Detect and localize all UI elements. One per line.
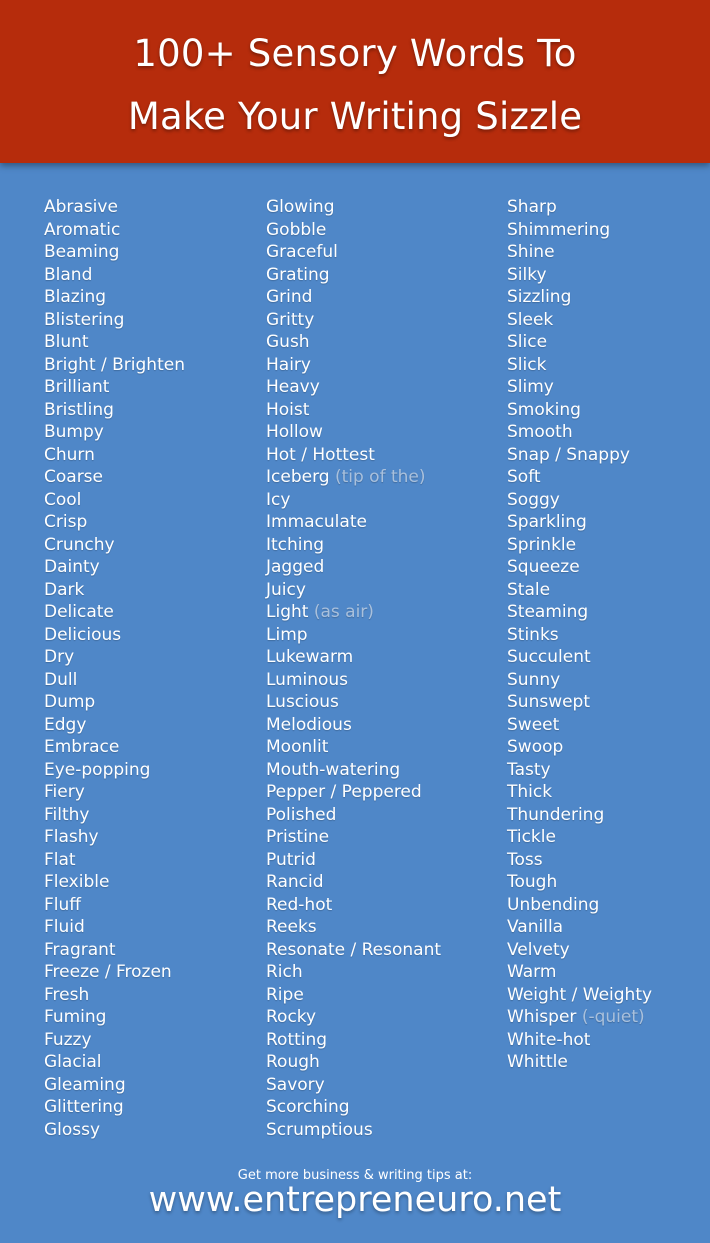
word-item [507, 534, 652, 557]
word-text: Churn [44, 444, 95, 465]
word-item [266, 264, 441, 287]
word-item [266, 421, 441, 444]
word-item [266, 894, 441, 917]
word-note: (tip of the) [334, 467, 426, 487]
word-text: Soft [507, 467, 541, 487]
word-item [507, 646, 652, 669]
word-item [44, 331, 185, 354]
word-item [507, 399, 652, 422]
word-text: Iceberg [266, 467, 330, 487]
word-text: Flat [44, 849, 76, 870]
footer-url-link[interactable]: www.entrepreneuro.net [148, 1180, 562, 1220]
word-item [266, 826, 441, 849]
word-item [44, 849, 185, 872]
word-item [44, 601, 185, 624]
word-item [266, 691, 441, 714]
word-item [507, 1051, 652, 1074]
word-item [266, 241, 441, 264]
word-text: Hot / Hottest [266, 444, 375, 465]
word-text: Bright / Brighten [44, 354, 185, 375]
word-item [44, 826, 185, 849]
word-text: Gobble [266, 219, 327, 240]
word-item [44, 556, 185, 579]
word-text: Beaming [44, 242, 120, 262]
word-item [266, 804, 441, 827]
word-item [44, 759, 185, 782]
word-text: Eye-popping [44, 759, 151, 780]
word-text: Heavy [266, 377, 320, 397]
word-text: Melodious [266, 714, 352, 735]
word-text: Shine [507, 242, 555, 262]
word-item [266, 601, 441, 624]
word-item [44, 1051, 185, 1074]
word-item [507, 736, 652, 759]
word-text: Scorching [266, 1097, 350, 1117]
word-text: Grind [266, 287, 313, 307]
word-text: Sweet [507, 714, 560, 735]
word-item [44, 534, 185, 557]
word-item [44, 1119, 185, 1142]
word-text: Bland [44, 264, 93, 285]
word-item [507, 894, 652, 917]
word-text: Pepper / Peppered [266, 782, 422, 802]
word-item [266, 309, 441, 332]
word-text: Mouth-watering [266, 759, 401, 780]
word-text: Vanilla [507, 917, 564, 937]
word-text: Limp [266, 624, 308, 645]
word-text: Succulent [507, 647, 591, 667]
word-text: Putrid [266, 849, 316, 870]
word-item [44, 399, 185, 422]
word-text: Stinks [507, 624, 559, 645]
word-text: Brilliant [44, 377, 110, 397]
word-item [44, 916, 185, 939]
word-text: Dump [44, 692, 96, 712]
word-item [266, 1119, 441, 1142]
word-item [266, 331, 441, 354]
word-text: Gritty [266, 309, 315, 330]
word-text: Cool [44, 489, 82, 510]
word-text: Fuming [44, 1007, 107, 1027]
word-text: Icy [266, 489, 291, 510]
word-item [44, 871, 185, 894]
word-item [44, 669, 185, 692]
word-item [44, 511, 185, 534]
word-item [507, 759, 652, 782]
word-item [44, 781, 185, 804]
title-banner [0, 0, 710, 163]
word-text: Abrasive [44, 197, 118, 217]
word-text: Juicy [266, 579, 306, 600]
word-item [266, 714, 441, 737]
word-item [507, 984, 652, 1007]
word-note: (as air) [313, 602, 374, 622]
word-text: Sizzling [507, 287, 572, 307]
word-text: Fiery [44, 782, 85, 802]
word-item [507, 939, 652, 962]
word-text: Slick [507, 354, 547, 375]
word-text: Fragrant [44, 939, 116, 960]
word-item [507, 331, 652, 354]
word-item [266, 781, 441, 804]
word-item [507, 241, 652, 264]
word-text: Coarse [44, 467, 103, 487]
word-item [44, 489, 185, 512]
word-text: Glittering [44, 1097, 124, 1117]
word-text: Fresh [44, 984, 90, 1005]
word-text: Toss [507, 849, 543, 870]
word-text: Weight / Weighty [507, 984, 653, 1005]
word-text: Fluff [44, 894, 81, 915]
word-text: Dry [44, 647, 75, 667]
word-item [266, 444, 441, 467]
word-item [44, 354, 185, 377]
word-text: Glacial [44, 1052, 102, 1072]
word-item [44, 736, 185, 759]
word-text: Glossy [44, 1119, 101, 1140]
word-item [507, 421, 652, 444]
word-item [44, 241, 185, 264]
word-text: Jagged [266, 557, 325, 577]
word-column-2 [266, 196, 441, 1141]
word-text: Grating [266, 264, 330, 285]
word-text: Hollow [266, 422, 323, 442]
word-item [507, 961, 652, 984]
word-item [44, 309, 185, 332]
word-text: Reeks [266, 917, 317, 937]
word-text: Fluid [44, 917, 85, 937]
word-text: Blunt [44, 332, 89, 352]
word-item [44, 804, 185, 827]
word-text: Luscious [266, 692, 339, 712]
word-text: Thick [507, 782, 553, 802]
word-item [266, 984, 441, 1007]
word-text: Steaming [507, 602, 589, 622]
word-item [266, 916, 441, 939]
footer-tip: Get more business & writing tips at: [237, 1168, 473, 1183]
word-item [44, 714, 185, 737]
word-item [44, 1074, 185, 1097]
word-item [507, 624, 652, 647]
word-text: Delicate [44, 602, 114, 622]
word-item [507, 264, 652, 287]
word-item [266, 489, 441, 512]
word-text: Blazing [44, 287, 107, 307]
word-item [266, 466, 441, 489]
word-column-3 [507, 196, 652, 1074]
word-item [44, 1029, 185, 1052]
word-text: Unbending [507, 894, 600, 915]
word-item [266, 871, 441, 894]
word-text: Velvety [507, 939, 570, 960]
word-text: Embrace [44, 737, 120, 757]
word-text: Silky [507, 264, 547, 285]
word-item [507, 669, 652, 692]
word-item [44, 1096, 185, 1119]
word-text: Savory [266, 1074, 325, 1095]
word-text: Warm [507, 962, 557, 982]
word-item [507, 354, 652, 377]
word-item [266, 939, 441, 962]
word-item [266, 1006, 441, 1029]
word-item [266, 579, 441, 602]
word-item [507, 511, 652, 534]
word-text: Bristling [44, 399, 114, 420]
word-text: Resonate / Resonant [266, 939, 442, 960]
word-text: Gleaming [44, 1074, 126, 1095]
word-text: Tasty [507, 759, 551, 780]
word-text: Sprinkle [507, 534, 577, 555]
word-text: Sharp [507, 197, 557, 217]
word-item [44, 286, 185, 309]
word-text: Gush [266, 332, 310, 352]
word-item [266, 376, 441, 399]
word-item [507, 196, 652, 219]
word-text: Rocky [266, 1007, 317, 1027]
word-note: (-quiet) [581, 1007, 645, 1027]
word-text: Hoist [266, 399, 310, 420]
word-item [44, 579, 185, 602]
word-item [507, 849, 652, 872]
word-text: Sleek [507, 309, 554, 330]
word-text: Dull [44, 669, 78, 690]
word-text: Luminous [266, 669, 349, 690]
word-text: Freeze / Frozen [44, 962, 172, 982]
title-line-2: Make Your Writing Sizzle [127, 95, 583, 138]
word-text: Sunswept [507, 692, 591, 712]
word-text: Itching [266, 534, 325, 555]
word-text: Slimy [507, 377, 554, 397]
word-text: Tough [507, 872, 558, 892]
word-text: Rough [266, 1052, 320, 1072]
word-text: Rotting [266, 1029, 328, 1050]
word-text: Flexible [44, 872, 110, 892]
word-text: Sparkling [507, 512, 587, 532]
word-column-1 [44, 196, 185, 1141]
word-item [44, 219, 185, 242]
word-text: Swoop [507, 737, 564, 757]
title-line-1: 100+ Sensory Words To [133, 32, 577, 75]
word-text: Bumpy [44, 422, 104, 442]
word-text: Rancid [266, 872, 324, 892]
word-item [44, 894, 185, 917]
word-item [507, 871, 652, 894]
word-item [266, 1096, 441, 1119]
word-text: Crisp [44, 512, 88, 532]
word-item [507, 489, 652, 512]
word-text: White-hot [507, 1029, 591, 1050]
word-text: Scrumptious [266, 1119, 373, 1140]
word-item [507, 691, 652, 714]
word-item [507, 444, 652, 467]
word-item [266, 1051, 441, 1074]
word-item [507, 309, 652, 332]
word-item [44, 196, 185, 219]
word-item [507, 376, 652, 399]
word-text: Polished [266, 804, 337, 825]
word-item [507, 916, 652, 939]
word-item [507, 804, 652, 827]
word-text: Tickle [507, 827, 556, 847]
word-item [44, 624, 185, 647]
word-item [44, 264, 185, 287]
word-item [507, 556, 652, 579]
word-text: Soggy [507, 489, 560, 510]
word-text: Whisper [507, 1007, 577, 1027]
word-item [266, 534, 441, 557]
word-text: Squeeze [507, 557, 580, 577]
word-item [507, 601, 652, 624]
word-item [44, 421, 185, 444]
word-text: Stale [507, 579, 551, 600]
word-item [266, 354, 441, 377]
word-item [266, 286, 441, 309]
word-text: Fuzzy [44, 1029, 92, 1050]
word-item [507, 714, 652, 737]
word-text: Lukewarm [266, 647, 354, 667]
word-text: Shimmering [507, 219, 611, 240]
word-text: Pristine [266, 827, 330, 847]
word-text: Sunny [507, 669, 561, 690]
word-item [266, 646, 441, 669]
word-text: Rich [266, 962, 303, 982]
word-text: Whittle [507, 1052, 568, 1072]
word-text: Immaculate [266, 512, 367, 532]
word-item [266, 1074, 441, 1097]
word-item [266, 759, 441, 782]
word-text: Smooth [507, 422, 573, 442]
word-item [266, 511, 441, 534]
word-item [44, 984, 185, 1007]
word-item [266, 399, 441, 422]
word-item [507, 826, 652, 849]
word-text: Blistering [44, 309, 125, 330]
word-text: Ripe [266, 984, 304, 1005]
word-item [44, 466, 185, 489]
word-text: Aromatic [44, 219, 121, 240]
word-item [44, 939, 185, 962]
word-text: Red-hot [266, 894, 333, 915]
word-text: Filthy [44, 804, 90, 825]
word-item [44, 691, 185, 714]
word-item [507, 579, 652, 602]
word-text: Snap / Snappy [507, 444, 630, 465]
word-text: Dainty [44, 557, 100, 577]
word-item [266, 736, 441, 759]
word-text: Flashy [44, 827, 99, 847]
word-item [266, 196, 441, 219]
word-item [266, 556, 441, 579]
word-text: Thundering [507, 804, 605, 825]
word-text: Moonlit [266, 737, 329, 757]
word-text: Graceful [266, 242, 338, 262]
word-item [44, 646, 185, 669]
word-text: Crunchy [44, 534, 115, 555]
word-item [507, 466, 652, 489]
word-item [507, 1006, 652, 1029]
word-item [266, 669, 441, 692]
word-item [44, 444, 185, 467]
word-item [507, 286, 652, 309]
word-item [266, 1029, 441, 1052]
word-item [507, 1029, 652, 1052]
word-item [507, 219, 652, 242]
word-text: Slice [507, 332, 548, 352]
word-item [507, 781, 652, 804]
word-text: Light [266, 602, 309, 622]
word-item [44, 1006, 185, 1029]
word-text: Smoking [507, 399, 581, 420]
word-item [266, 624, 441, 647]
word-item [44, 376, 185, 399]
word-text: Glowing [266, 197, 335, 217]
word-text: Edgy [44, 714, 87, 735]
word-item [266, 849, 441, 872]
word-item [266, 219, 441, 242]
word-item [266, 961, 441, 984]
word-text: Delicious [44, 624, 122, 645]
word-item [44, 961, 185, 984]
word-text: Dark [44, 579, 85, 600]
word-text: Hairy [266, 354, 311, 375]
